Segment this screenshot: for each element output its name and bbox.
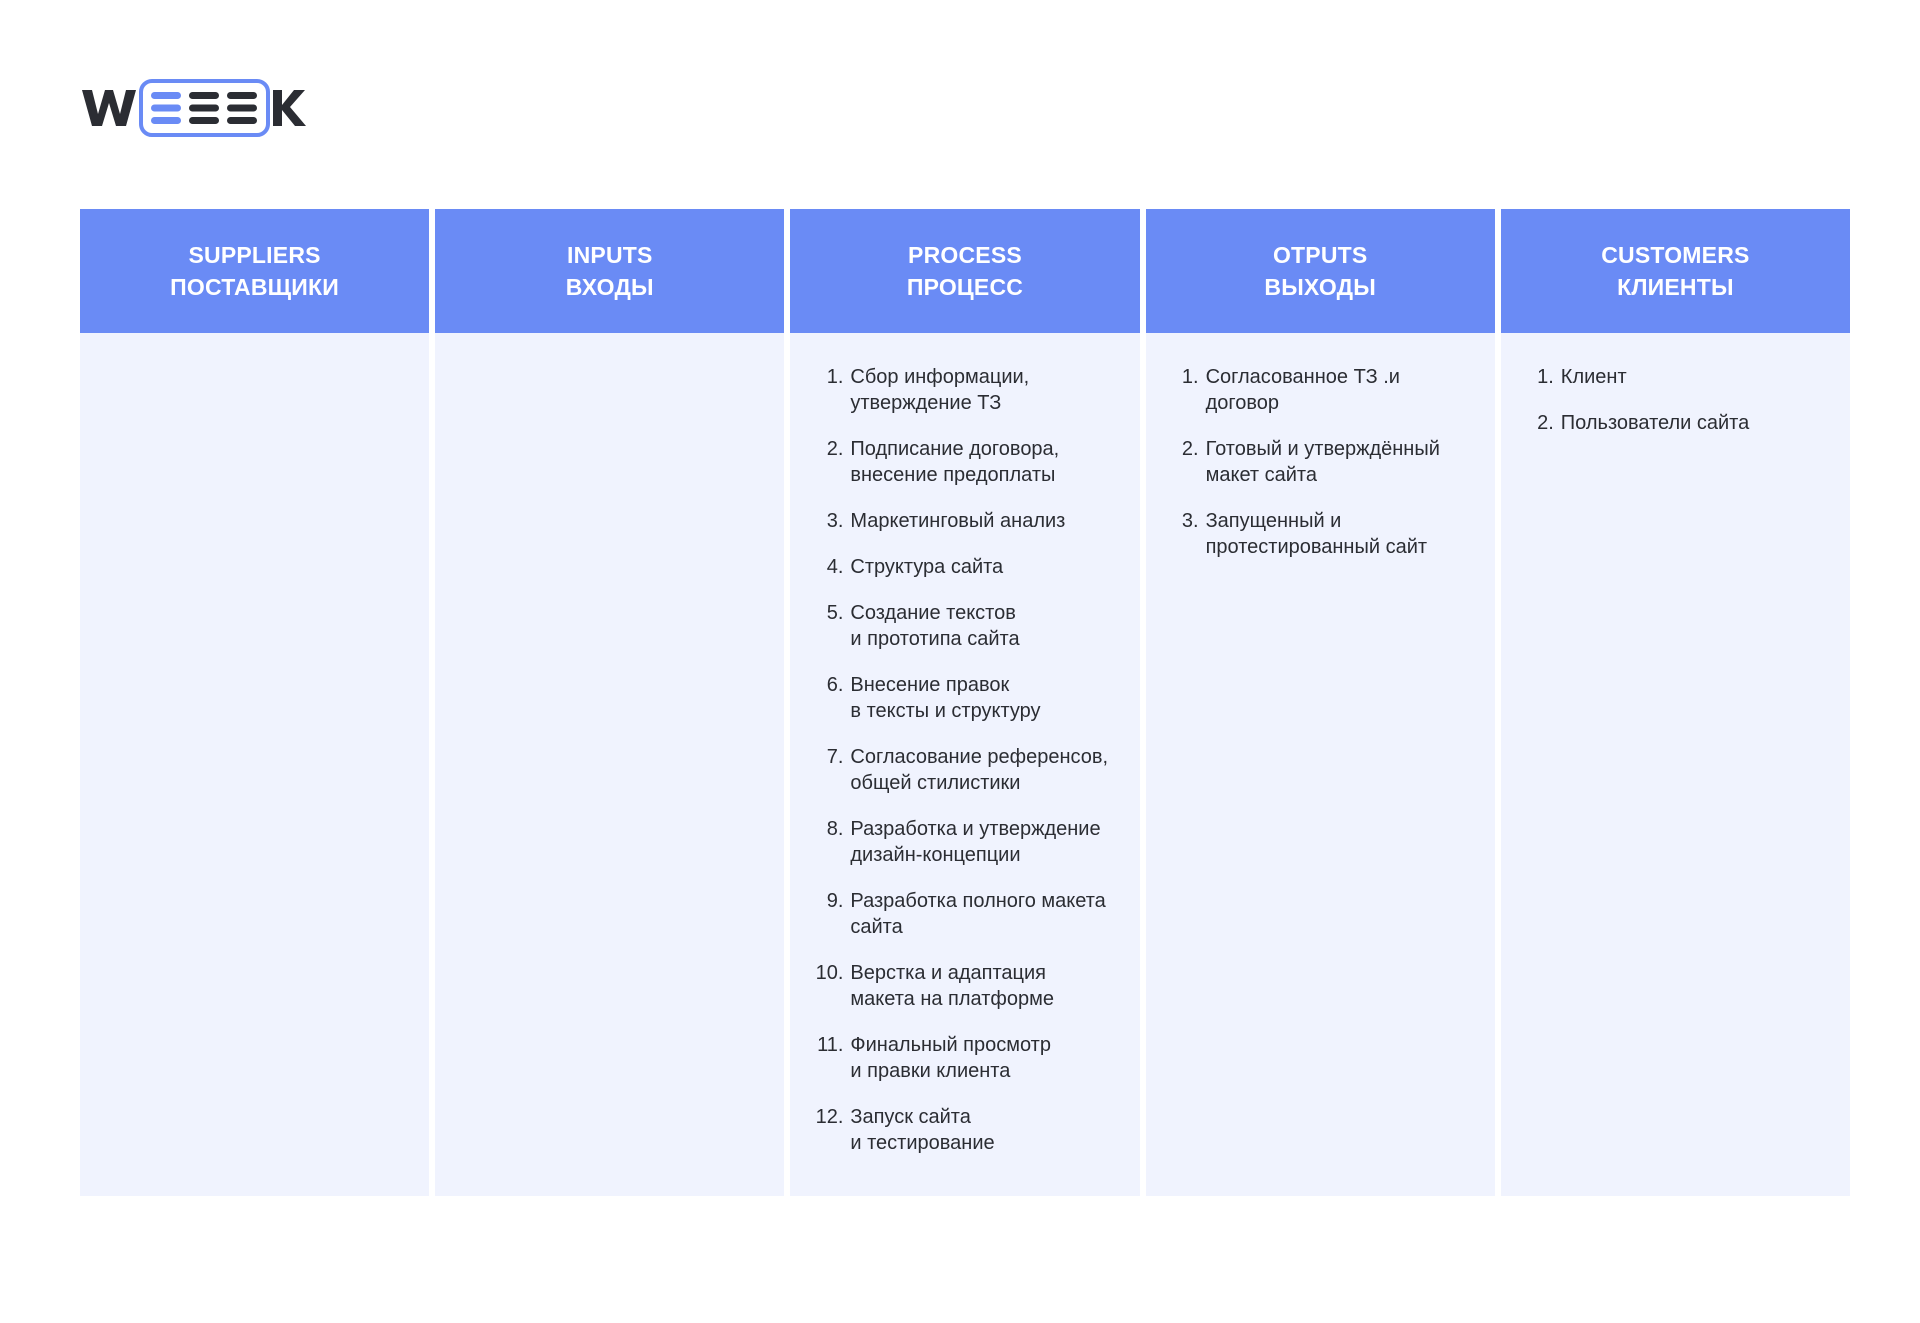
list-item-text: Запущенный и протестированный сайт — [1205, 510, 1428, 558]
weeek-logo — [80, 78, 306, 138]
weeek-logo-icon — [80, 78, 306, 138]
list-item — [814, 960, 1115, 1012]
column-process — [790, 209, 1139, 1196]
list-item-text: Разработка и утверждение дизайн-концепции — [850, 818, 1101, 866]
list-item — [814, 364, 1115, 416]
list-item-number: 10. — [815, 962, 844, 984]
list-item — [1170, 508, 1471, 560]
list-item — [1170, 436, 1471, 488]
list-item-number: 2. — [826, 438, 844, 460]
list-item-number: 1. — [1181, 366, 1199, 388]
list-item-number: 3. — [1181, 510, 1199, 532]
column-title-en: CUSTOMERS — [1601, 242, 1750, 268]
list-item — [814, 436, 1115, 488]
column-title-ru: КЛИЕНТЫ — [1617, 274, 1734, 300]
column-body-inputs — [435, 333, 784, 1196]
list-item — [814, 600, 1115, 652]
list-item-number: 12. — [815, 1106, 844, 1128]
list-item-number: 1. — [1537, 366, 1554, 388]
column-outputs — [1146, 209, 1495, 1196]
list-item-number: 2. — [1537, 412, 1554, 434]
list-item — [814, 508, 1115, 534]
list-item-number: 9. — [826, 890, 844, 912]
column-suppliers — [80, 209, 429, 1196]
list-item-text: Верстка и адаптация макета на платформе — [850, 962, 1054, 1010]
list-item — [1525, 410, 1826, 436]
list-item — [814, 1032, 1115, 1084]
list-item-text: Внесение правок в тексты и структуру — [850, 674, 1041, 722]
list-item-number: 7. — [826, 746, 844, 768]
column-title-ru: ВЫХОДЫ — [1264, 274, 1376, 300]
list-item-text: Клиент — [1560, 366, 1627, 388]
list-item-text: Маркетинговый анализ — [850, 510, 1066, 532]
column-title-en: INPUTS — [567, 242, 653, 268]
list-item — [814, 888, 1115, 940]
column-body-customers — [1501, 333, 1850, 1196]
list-item-text: Финальный просмотр и правки клиента — [850, 1034, 1051, 1082]
column-title-ru: ВХОДЫ — [565, 274, 654, 300]
list-item — [814, 554, 1115, 580]
item-list — [1170, 364, 1471, 560]
list-item-text: Структура сайта — [850, 556, 1004, 578]
item-list — [814, 364, 1115, 1156]
list-item — [814, 744, 1115, 796]
list-item — [814, 816, 1115, 868]
column-header-inputs — [435, 209, 784, 333]
list-item — [1170, 364, 1471, 416]
list-item — [814, 1104, 1115, 1156]
column-header-suppliers — [80, 209, 429, 333]
column-title-en: OTPUTS — [1272, 242, 1368, 268]
column-header-outputs — [1146, 209, 1495, 333]
list-item-number: 1. — [826, 366, 844, 388]
list-item-number: 4. — [826, 556, 844, 578]
list-item — [814, 672, 1115, 724]
column-header-customers — [1501, 209, 1850, 333]
column-body-suppliers — [80, 333, 429, 1196]
list-item-number: 2. — [1181, 438, 1199, 460]
list-item-text: Готовый и утверждённый макет сайта — [1205, 438, 1440, 486]
list-item-text: Пользователи сайта — [1560, 412, 1750, 434]
list-item-text: Запуск сайта и тестирование — [850, 1106, 995, 1154]
item-list — [1525, 364, 1826, 436]
list-item-text: Подписание договора, внесение предоплаты — [850, 438, 1060, 486]
column-inputs — [435, 209, 784, 1196]
column-header-process — [790, 209, 1139, 333]
list-item-number: 8. — [826, 818, 844, 840]
column-title-en: SUPPLIERS — [188, 242, 321, 268]
column-title-ru: ПРОЦЕСС — [906, 274, 1024, 300]
list-item-number: 6. — [826, 674, 844, 696]
list-item-text: Создание текстов и прототипа сайта — [850, 602, 1020, 650]
list-item-text: Сбор информации, утверждение ТЗ — [850, 366, 1030, 414]
sipoc-table — [80, 209, 1850, 1190]
column-title-ru: ПОСТАВЩИКИ — [170, 274, 339, 300]
list-item-text: Согласование референсов, общей стилистики — [850, 746, 1109, 794]
list-item — [1525, 364, 1826, 390]
column-customers — [1501, 209, 1850, 1196]
list-item-number: 3. — [826, 510, 844, 532]
list-item-number: 11. — [817, 1034, 844, 1056]
column-body-process — [790, 333, 1139, 1196]
list-item-text: Согласованное ТЗ .и договор — [1205, 366, 1400, 414]
column-body-outputs — [1146, 333, 1495, 1196]
list-item-number: 5. — [826, 602, 844, 624]
column-title-en: PROCESS — [908, 242, 1022, 268]
list-item-text: Разработка полного макета сайта — [850, 890, 1106, 938]
